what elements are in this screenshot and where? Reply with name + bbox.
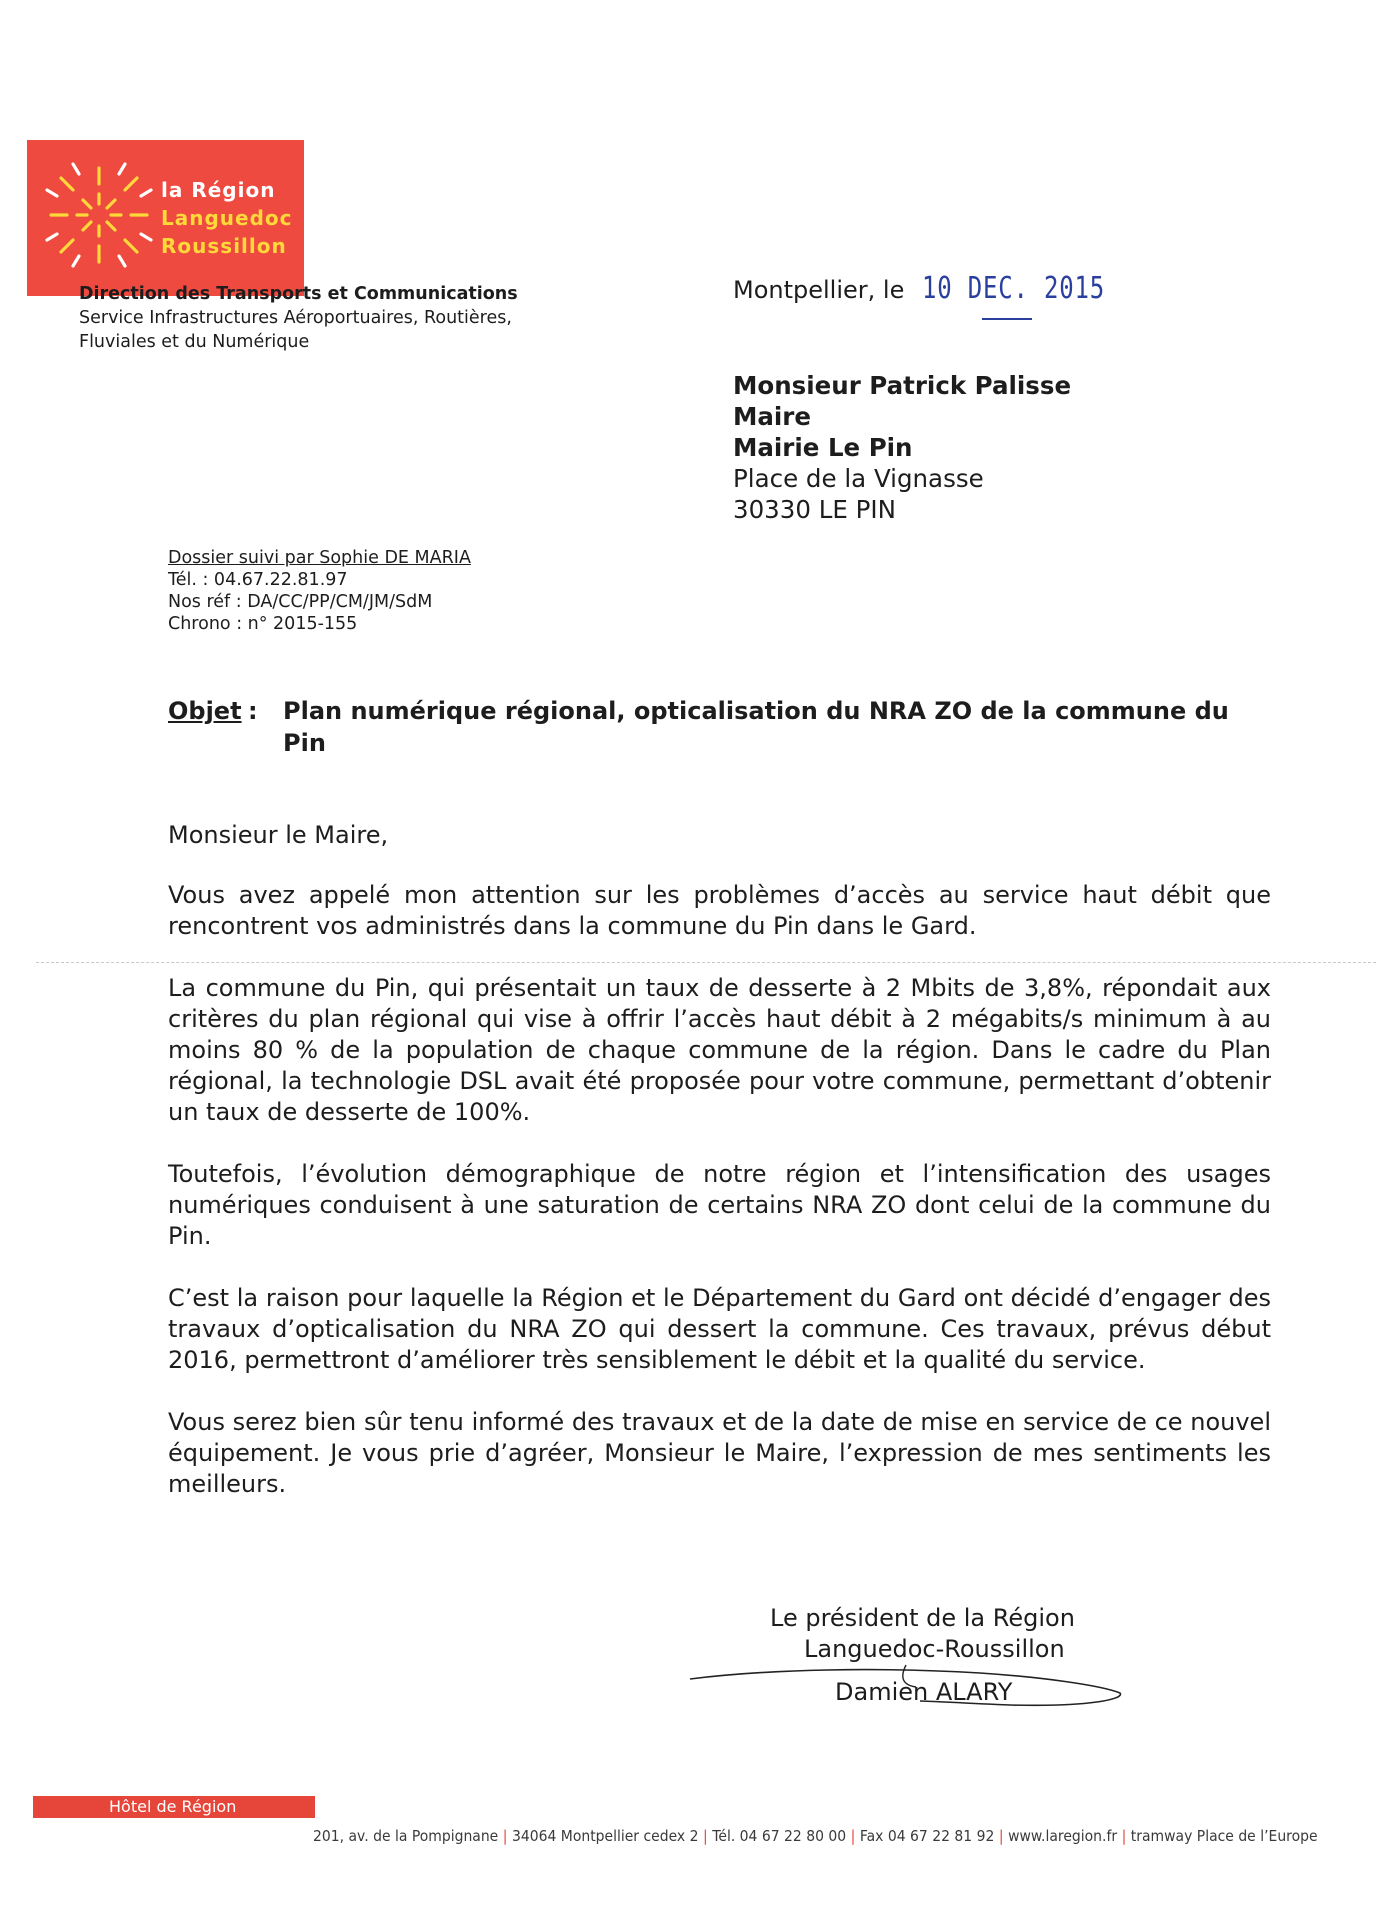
subject-label: Objet: [168, 697, 242, 725]
subject-text: Plan numérique régional, opticalisation du NRA ZO de la commune du Pin: [283, 697, 1229, 757]
signature-region: Languedoc-Roussillon: [804, 1635, 1065, 1663]
ref-our-ref: Nos réf : DA/CC/PP/CM/JM/SdM: [168, 592, 433, 612]
footer-separator: |: [850, 1827, 856, 1845]
logo-wordmark: [161, 176, 293, 260]
region-logo: [27, 140, 304, 296]
date-line: [733, 272, 1151, 307]
ref-followed-by: Dossier suivi par Sophie DE MARIA: [168, 548, 471, 568]
ref-tel: Tél. : 04.67.22.81.97: [168, 570, 348, 590]
recipient-block: [733, 370, 1071, 525]
recipient-street: Place de la Vignasse: [733, 464, 984, 493]
subject-colon: :: [248, 697, 258, 725]
sun-cross-icon: [43, 160, 155, 270]
recipient-office: Mairie Le Pin: [733, 433, 913, 462]
paragraph: Toutefois, l’évolution démographique de notre région et l’intensification des usages numériques conduisent à une saturation de certains NRA ZO dont celui de la commune du Pin.: [168, 1160, 1271, 1250]
logo-line-2: Languedoc: [161, 206, 293, 230]
recipient-city: 30330 LE PIN: [733, 495, 896, 524]
paragraph: Vous serez bien sûr tenu informé des travaux et de la date de mise en service de ce nouvel équipement. Je vous prie d’agréer, Monsieur le Maire, l’expression de mes sentiments les meilleurs.: [168, 1408, 1271, 1498]
logo-line-3: Roussillon: [161, 234, 287, 258]
footer-street: 201, av. de la Pompignane: [313, 1827, 499, 1845]
footer-separator: |: [1121, 1827, 1127, 1845]
date-stamp: 10 DEC. 2015: [921, 271, 1105, 306]
paper-fold-line: [36, 962, 1376, 964]
paragraph: Vous avez appelé mon attention sur les problèmes d’accès au service haut débit que rencontrent vos administrés dans la commune du Pin dans le Gard.: [168, 881, 1271, 940]
footer-web: www.laregion.fr: [1008, 1827, 1118, 1845]
footer-separator: |: [998, 1827, 1004, 1845]
signature-name: Damien ALARY: [835, 1678, 1013, 1706]
sender-service-1: Service Infrastructures Aéroportuaires, Routières,: [79, 308, 512, 328]
footer-postal: 34064 Montpellier cedex 2: [511, 1827, 699, 1845]
letter-body: [168, 820, 1271, 1531]
stamp-underline: [982, 318, 1032, 320]
date-prefix: Montpellier, le: [733, 276, 905, 304]
recipient-name: Monsieur Patrick Palisse: [733, 371, 1072, 400]
sender-service-2: Fluviales et du Numérique: [79, 332, 310, 352]
reference-block: [168, 547, 471, 635]
footer-fax: Fax 04 67 22 81 92: [859, 1827, 995, 1845]
sender-block: [79, 282, 518, 354]
sender-department: Direction des Transports et Communications: [79, 284, 518, 304]
footer-separator: |: [702, 1827, 708, 1845]
logo-line-1: la Région: [161, 178, 276, 202]
footer-tram: tramway Place de l’Europe: [1130, 1827, 1318, 1845]
footer-address: [313, 1826, 1318, 1846]
signature-title: Le président de la Région: [770, 1604, 1075, 1632]
footer-separator: |: [502, 1827, 508, 1845]
footer-tag: Hôtel de Région: [33, 1796, 315, 1818]
paragraph: C’est la raison pour laquelle la Région et le Département du Gard ont décidé d’engager des travaux d’opticalisation du NRA ZO qui dessert la commune. Ces travaux, prévus début 2016, permettront d’améliorer très sensiblement le débit et la qualité du service.: [168, 1284, 1271, 1374]
salutation: Monsieur le Maire,: [168, 821, 389, 849]
paragraph: La commune du Pin, qui présentait un taux de desserte à 2 Mbits de 3,8%, répondait aux critères du plan régional qui vise à offrir l’accès haut débit à 2 mégabits/s minimum à au moins 80 % de la population de chaque commune de la région. Dans le cadre du Plan régional, la technologie DSL avait été proposée pour votre commune, permettant d’obtenir un taux de desserte de 100%.: [168, 974, 1271, 1126]
footer-tel: Tél. 04 67 22 80 00: [712, 1827, 847, 1845]
handwritten-signature: [680, 1655, 1140, 1715]
ref-chrono: Chrono : n° 2015-155: [168, 614, 358, 634]
recipient-title: Maire: [733, 402, 812, 431]
